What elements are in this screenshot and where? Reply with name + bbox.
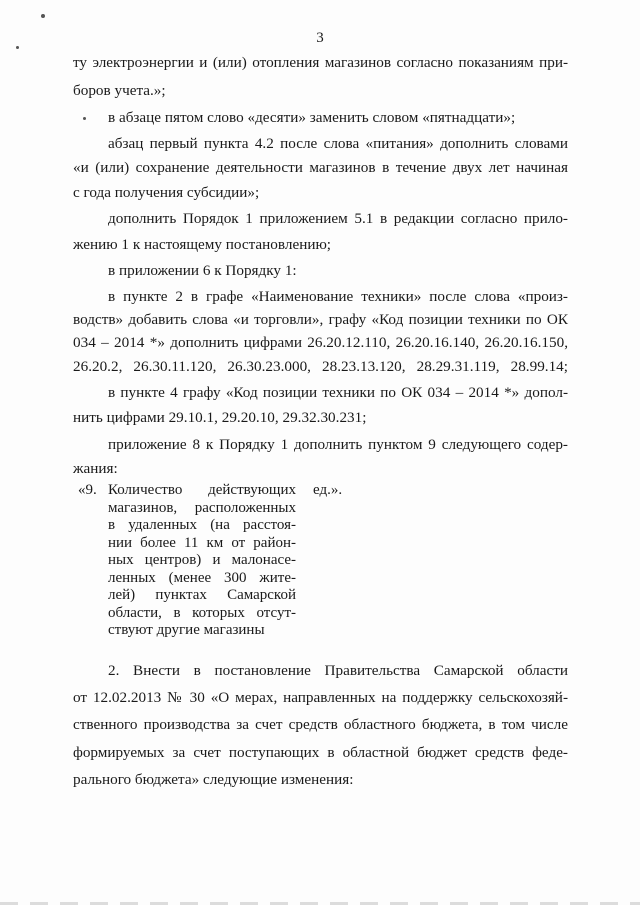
body-line: дополнить Порядок 1 приложением 5.1 в редакции согласно прило- — [108, 210, 568, 227]
table-row-description — [108, 482, 296, 640]
body-line: абзац первый пункта 4.2 после слова «питания» дополнить словами — [108, 135, 568, 152]
body-line: в абзаце пятом слово «десяти» заменить словом «пятнадцати»; — [108, 109, 516, 126]
body-line: в пункте 4 графу «Код позиции техники по ОК 034 – 2014 *» допол- — [108, 384, 568, 401]
table-description-line: ствуют другие магазины — [108, 622, 265, 638]
table-description-line: области, в которых отсут- — [108, 604, 296, 621]
section-2-line: 2. Внести в постановление Правительства Самарской области — [108, 662, 568, 679]
table-row-unit: ед.». — [313, 482, 343, 498]
table-description-line: нии более 11 км от район- — [108, 534, 296, 551]
body-line: 034 – 2014 *» дополнить цифрами 26.20.12.110, 26.20.16.140, 26.20.16.150, — [73, 334, 568, 351]
section-2-line: от 12.02.2013 № 30 «О мерах, направленных на поддержку сельскохозяй- — [73, 689, 568, 706]
scan-speck — [83, 117, 86, 120]
body-line: в пункте 2 в графе «Наименование техники» после слова «произ- — [108, 288, 568, 305]
table-description-line: ных центров) и малонасе- — [108, 552, 296, 568]
scan-speck — [16, 46, 19, 49]
section-2-line: формируемых за счет поступающих в областной бюджет средств феде- — [73, 744, 568, 761]
body-line: 26.20.2, 26.30.11.120, 26.30.23.000, 28.23.13.120, 28.29.31.119, 28.99.14; — [73, 358, 568, 375]
body-line: жания: — [73, 460, 118, 477]
scan-speck — [41, 14, 45, 18]
body-line: ту электроэнергии и (или) отопления магазинов согласно показаниям при- — [73, 54, 568, 71]
table-row-number: «9. — [78, 482, 97, 498]
table-description-line: лей) пунктах Самарской — [108, 587, 296, 603]
table-description-line: Количество действующих — [108, 482, 296, 498]
body-line: жению 1 к настоящему постановлению; — [73, 236, 332, 253]
table-description-line: магазинов, расположенных — [108, 499, 296, 516]
section-2-line: рального бюджета» следующие изменения: — [73, 771, 354, 788]
table-description-line: ленных (менее 300 жите- — [108, 569, 296, 586]
section-2-line: ственного производства за счет средств областного бюджета, в том числе — [73, 716, 568, 733]
body-line: приложение 8 к Порядку 1 дополнить пунктом 9 следующего содер- — [108, 436, 568, 453]
body-line: нить цифрами 29.10.1, 29.20.10, 29.32.30.231; — [73, 409, 367, 426]
page-number: 3 — [316, 30, 324, 46]
body-line: «и (или) сохранение деятельности магазинов в течение двух лет начиная — [73, 159, 568, 176]
body-line: боров учета.»; — [73, 82, 166, 99]
table-description-line: в удаленных (на расстоя- — [108, 517, 296, 533]
body-line: в приложении 6 к Порядку 1: — [108, 262, 297, 279]
body-line: водств» добавить слова «и торговли», графу «Код позиции техники по ОК — [73, 311, 568, 328]
body-line: с года получения субсидии»; — [73, 184, 260, 201]
